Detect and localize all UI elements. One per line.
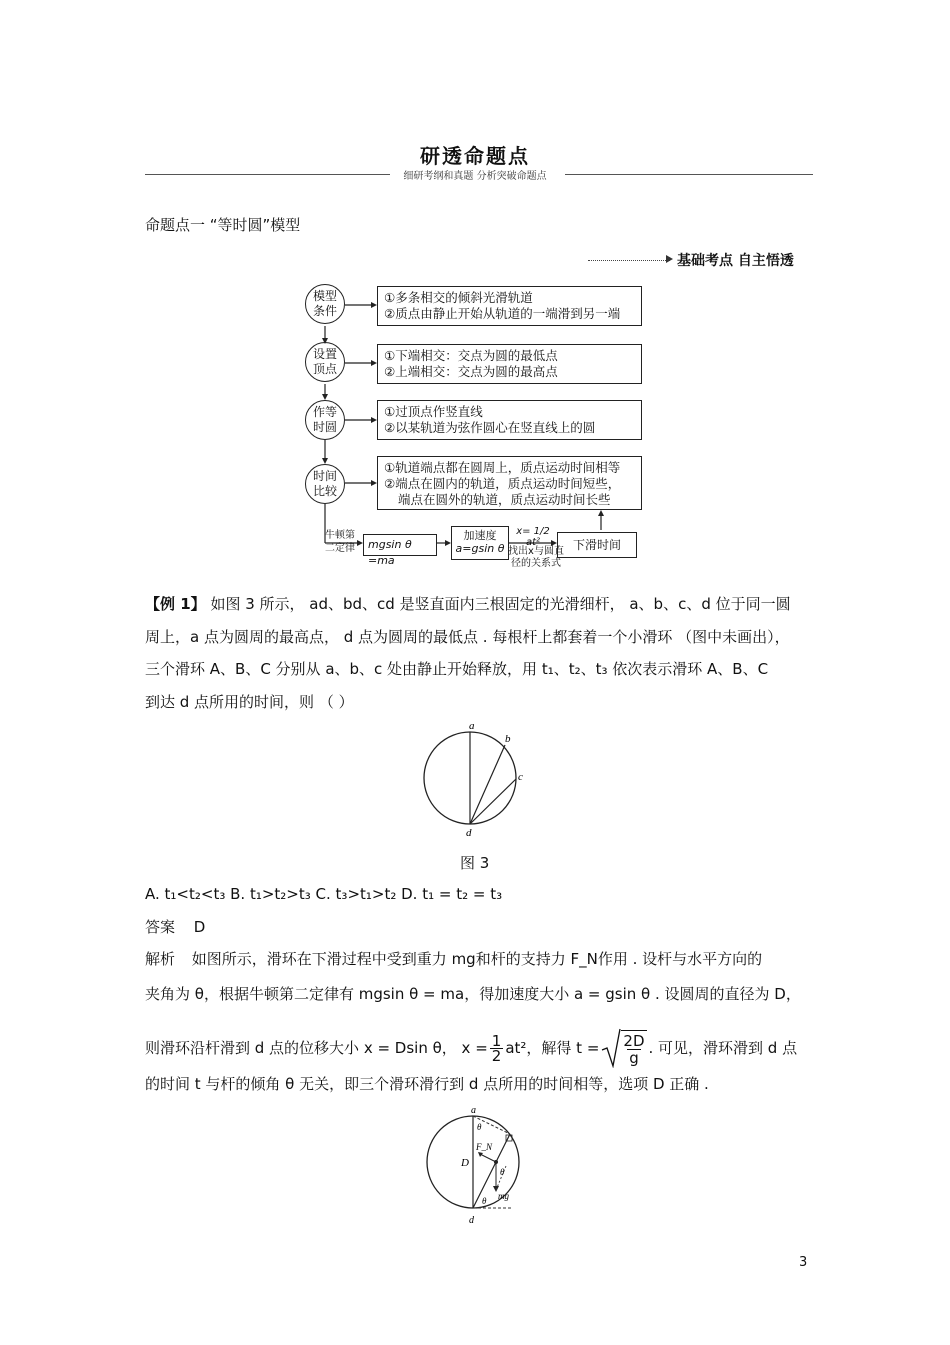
analysis-line-4: 的时间 t 与杆的倾角 θ 无关，即三个滑环滑行到 d 点所用的时间相等，选项 D 正确 . (145, 1075, 709, 1093)
flow-node-compare-time: 时间 比较 (305, 464, 345, 504)
tag-leader (588, 260, 670, 261)
flow-box-draw-circle: ①过顶点作竖直线 ②以某轨道为弦作圆心在竖直线上的圆 (377, 400, 642, 440)
example-line-2: 周上，a 点为圆周的最高点， d 点为圆周的最低点 . 每根杆上都套着一个小滑环 （图中未画出）， (145, 628, 790, 646)
answer-value: D (193, 918, 206, 936)
point-c-label: c (518, 771, 523, 783)
page-number: 3 (799, 1255, 808, 1270)
theta-top-label: θ (477, 1122, 482, 1132)
arrow-right-icon (666, 255, 673, 263)
page-subtitle: 细研考纲和真题 分析突破命题点 (403, 171, 547, 182)
newton-law-label: 牛顿第 二定律 (325, 530, 355, 554)
diameter-label: D (461, 1157, 469, 1169)
force-diagram (420, 1102, 540, 1224)
find-relation-label: 找出x与圆直 径的关系式 (508, 546, 564, 569)
example-tag: 【例 1】 (145, 595, 206, 613)
theta-bottom-label: θ (482, 1196, 487, 1206)
sqrt-icon (601, 1028, 621, 1068)
flow-box-compare-time: ①轨道端点都在圆周上，质点运动时间相等 ②端点在圆内的轨道，质点运动时间短些， 端点在圆外的轨道，质点运动时间长些 (377, 456, 642, 510)
normal-force-label: F_N (476, 1142, 493, 1152)
page-title: 研透命题点 (420, 144, 530, 168)
flow-box-newton: mgsin θ =ma (363, 534, 437, 556)
analysis-line-1: 解析 如图所示，滑环在下滑过程中受到重力 mg和杆的支持力 F_N作用 . 设杆与水平方向的 (145, 950, 763, 968)
point-d-label: d (469, 1215, 474, 1224)
flow-box-model-condition: ①多条相交的倾斜光滑轨道 ②质点由静止开始从轨道的一端滑到另一端 (377, 286, 642, 326)
analysis-line-2: 夹角为 θ，根据牛顿第二定律有 mgsin θ = ma，得加速度大小 a = gsin θ . 设圆周的直径为 D， (145, 985, 801, 1003)
theta-mid-label: θ (500, 1167, 505, 1177)
point-b-label: b (505, 733, 511, 745)
point-a-label: a (469, 720, 475, 732)
flow-box-set-vertex: ①下端相交：交点为圆的最低点 ②上端相交：交点为圆的最高点 (377, 344, 642, 384)
figure-3-diagram (415, 718, 535, 838)
point-a-label: a (471, 1105, 476, 1116)
flow-node-draw-circle: 作等 时圆 (305, 400, 345, 440)
fraction-half: $\frac{1}{2}$ (491, 1031, 502, 1065)
answer-line (145, 916, 205, 938)
flow-node-model-condition: 模型 条件 (305, 284, 345, 324)
gravity-label: mg (498, 1191, 509, 1201)
flow-node-set-vertex: 设置 顶点 (305, 342, 345, 382)
section-tag: 基础考点 自主悟透 (677, 253, 794, 269)
header-divider-right (565, 174, 813, 175)
flow-box-acceleration: 加速度 a=gsin θ (451, 526, 509, 560)
flow-box-slide-time: 下滑时间 (557, 532, 637, 558)
answer-label: 答案 (145, 918, 176, 936)
example-line-3: 三个滑环 A、B、C 分别从 a、b、c 处由静止开始释放，用 t₁、t₂、t₃ 依次表示滑环 A、B、C (145, 660, 769, 678)
flowchart (295, 278, 655, 568)
example-line-4: 到达 d 点所用的时间，则 （ ） (145, 693, 354, 711)
answer-options: A. t₁<t₂<t₃ B. t₁>t₂>t₃ C. t₃>t₁>t₂ D. t₁ = t₂ = t₃ (145, 885, 503, 903)
fraction-2d-g: 2D g (623, 1032, 645, 1067)
section-title: 命题点一 “等时圆”模型 (145, 216, 301, 234)
displacement-formula: x= 1/2 at² (516, 526, 550, 548)
figure-3-caption: 图 3 (460, 854, 490, 872)
analysis-line-3: 则滑环沿杆滑到 d 点的位移大小 x = Dsin θ， x = $\frac{1}{2}$ at²，解得 t = 2D g . 可见，滑环滑到 d 点 (145, 1028, 797, 1068)
example-line-1: 【例 1】 如图 3 所示， ad、bd、cd 是竖直面内三根固定的光滑细杆， a、b、c、d 位于同一圆 (145, 595, 791, 613)
point-d-label: d (466, 827, 472, 838)
analysis-label: 解析 (145, 950, 176, 968)
sqrt-expression (601, 1028, 646, 1068)
